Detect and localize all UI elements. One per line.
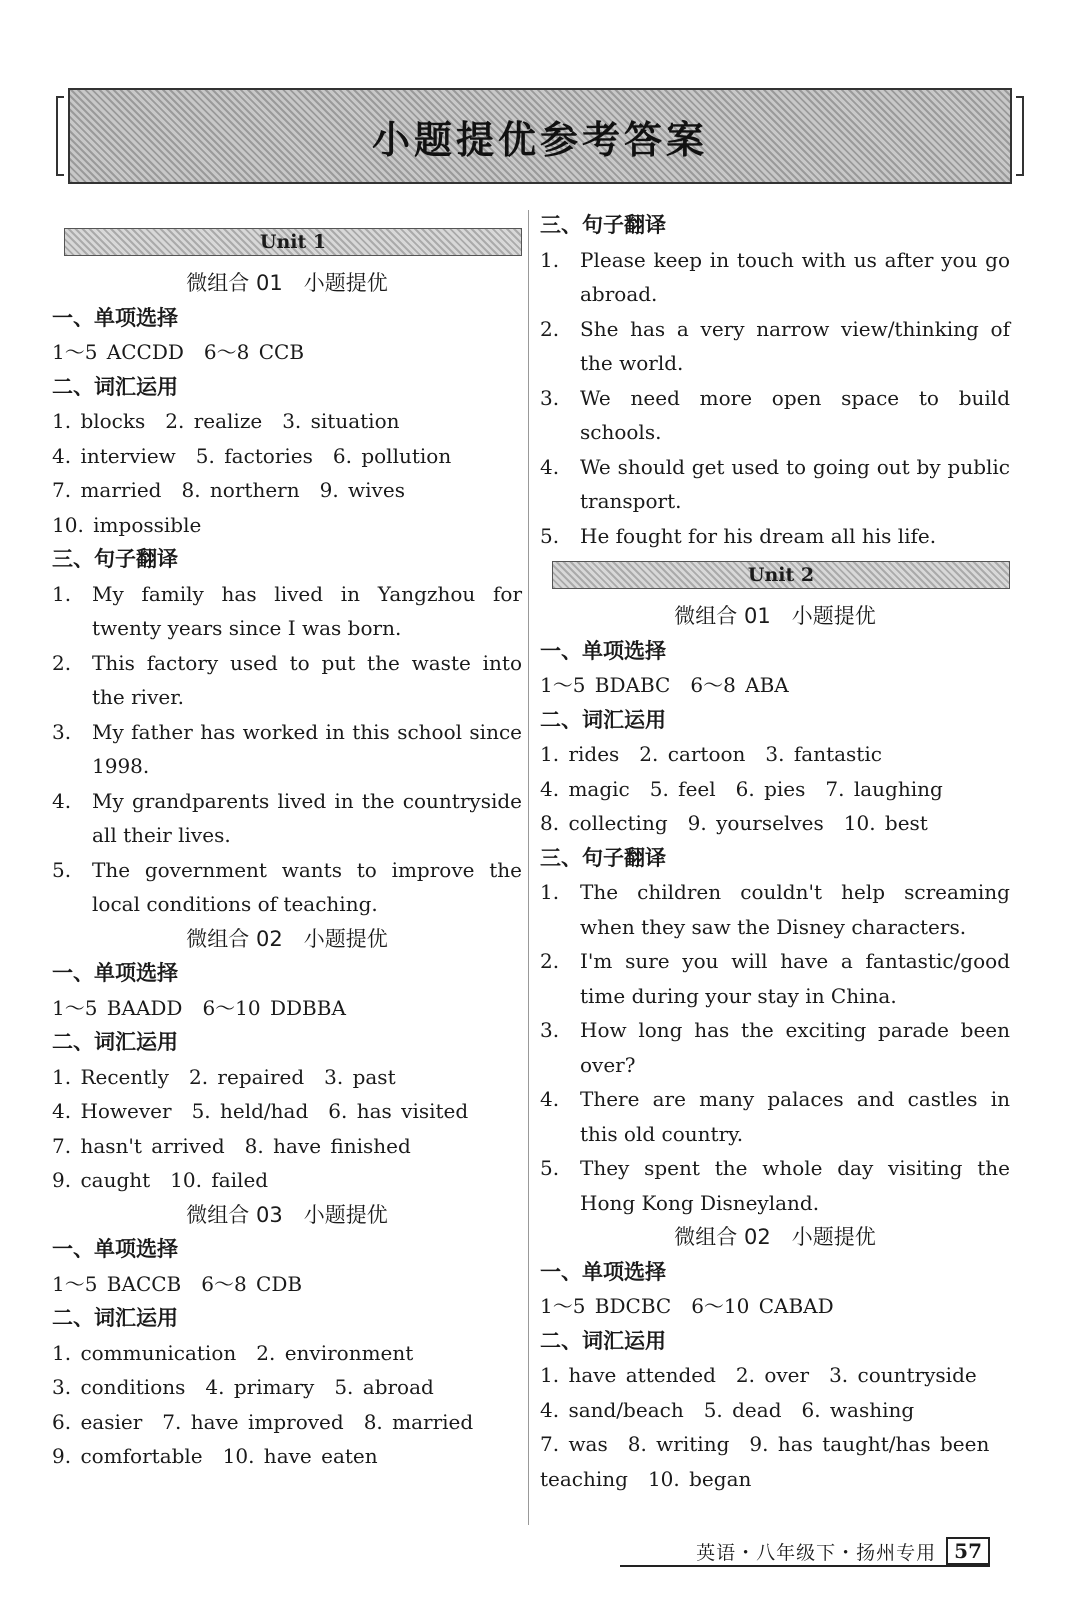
answer-line: 7. hasn't arrived 8. have finished — [52, 1133, 411, 1158]
section-heading: 一、单项选择 — [540, 1259, 666, 1284]
answer-line: 1～5 BDABC 6～8 ABA — [540, 673, 789, 697]
title-banner — [68, 88, 1012, 184]
answer-line: 1. have attended 2. over 3. countryside — [540, 1363, 977, 1387]
group-title: 微组合 03 小题提优 — [186, 1202, 388, 1227]
section-heading: 二、词汇运用 — [52, 1030, 178, 1054]
translation-item: 5. They spent the whole day visiting the Hong Kong Disneyland. — [540, 1156, 1010, 1215]
answer-line: 4. However 5. held/had 6. has visited — [52, 1099, 469, 1123]
answer-line: teaching 10. began — [540, 1466, 752, 1491]
page-number: 57 — [946, 1537, 990, 1565]
answer-line: 1～5 BACCB 6～8 CDB — [52, 1271, 303, 1296]
answer-line: 1. Recently 2. repaired 3. past — [52, 1064, 396, 1089]
translation-item: 3. My father has worked in this school since 1998. — [52, 719, 522, 778]
answer-line: 7. was 8. writing 9. has taught/has been — [540, 1432, 990, 1456]
translation-item: 5. He fought for his dream all his life. — [540, 523, 937, 548]
answer-line: 1. blocks 2. realize 3. situation — [52, 409, 400, 433]
section-heading: 一、单项选择 — [52, 305, 178, 330]
answer-line: 4. interview 5. factories 6. pollution — [52, 443, 452, 468]
translation-item: 2. She has a very narrow view/thinking of the world. — [540, 316, 1010, 375]
unit-2-header: Unit 2 — [552, 561, 1010, 589]
answer-line: 9. caught 10. failed — [52, 1168, 269, 1192]
group-title: 微组合 02 小题提优 — [674, 1225, 876, 1249]
answer-line: 1. rides 2. cartoon 3. fantastic — [540, 742, 882, 766]
column-divider — [528, 210, 529, 1525]
answer-line: 8. collecting 9. yourselves 10. best — [540, 811, 928, 835]
page-title: 小题提优参考答案 — [371, 117, 708, 162]
answer-line: 6. easier 7. have improved 8. married — [52, 1409, 474, 1434]
section-heading: 三、句子翻译 — [540, 845, 666, 870]
group-title: 微组合 02 小题提优 — [186, 926, 388, 951]
group-title: 微组合 01 小题提优 — [674, 604, 876, 628]
section-heading: 二、词汇运用 — [52, 374, 178, 399]
translation-item: 3. How long has the exciting parade been over? — [540, 1018, 1010, 1077]
unit-1-header: Unit 1 — [64, 228, 522, 256]
section-heading: 一、单项选择 — [52, 1237, 178, 1261]
translation-item: 2. I'm sure you will have a fantastic/good time during your stay in China. — [540, 949, 1010, 1008]
answer-line: 3. conditions 4. primary 5. abroad — [52, 1375, 434, 1399]
answer-line: 4. magic 5. feel 6. pies 7. laughing — [540, 776, 943, 801]
right-column — [540, 208, 1010, 1496]
translation-item: 4. We should get used to going out by public transport. — [540, 454, 1010, 513]
translation-item: 1. Please keep in touch with us after you go abroad. — [540, 247, 1010, 306]
section-heading: 三、句子翻译 — [52, 547, 178, 571]
answer-line: 1. communication 2. environment — [52, 1340, 414, 1365]
answer-line: 4. sand/beach 5. dead 6. washing — [540, 1397, 915, 1422]
translation-item: 5. The government wants to improve the local conditions of teaching. — [52, 857, 522, 916]
translation-item: 1. My family has lived in Yangzhou for twenty years since I was born. — [52, 581, 522, 640]
left-column — [52, 220, 522, 1474]
answer-line: 7. married 8. northern 9. wives — [52, 478, 405, 502]
section-heading: 二、词汇运用 — [52, 1306, 178, 1330]
section-heading: 一、单项选择 — [540, 638, 666, 663]
group-title: 微组合 01 小题提优 — [186, 271, 388, 295]
section-heading: 二、词汇运用 — [540, 707, 666, 732]
translation-item: 3. We need more open space to build schools. — [540, 385, 1010, 444]
translation-item: 2. This factory used to put the waste into the river. — [52, 650, 522, 709]
page-footer — [620, 1537, 990, 1567]
translation-item: 1. The children couldn't help screaming when they saw the Disney characters. — [540, 880, 1010, 939]
book-info: 英语・八年级下・扬州专用 — [696, 1541, 937, 1564]
translation-item: 4. There are many palaces and castles in this old country. — [540, 1087, 1010, 1146]
answer-line: 1～5 ACCDD 6～8 CCB — [52, 340, 305, 364]
answer-line: 1～5 BAADD 6～10 DDBBA — [52, 995, 346, 1020]
answer-line: 10. impossible — [52, 512, 202, 537]
section-heading: 三、句子翻译 — [540, 213, 666, 237]
translation-item: 4. My grandparents lived in the countryside all their lives. — [52, 788, 522, 847]
section-heading: 一、单项选择 — [52, 961, 178, 985]
answer-line: 1～5 BDCBC 6～10 CABAD — [540, 1294, 834, 1318]
section-heading: 二、词汇运用 — [540, 1328, 666, 1353]
answer-line: 9. comfortable 10. have eaten — [52, 1444, 378, 1468]
